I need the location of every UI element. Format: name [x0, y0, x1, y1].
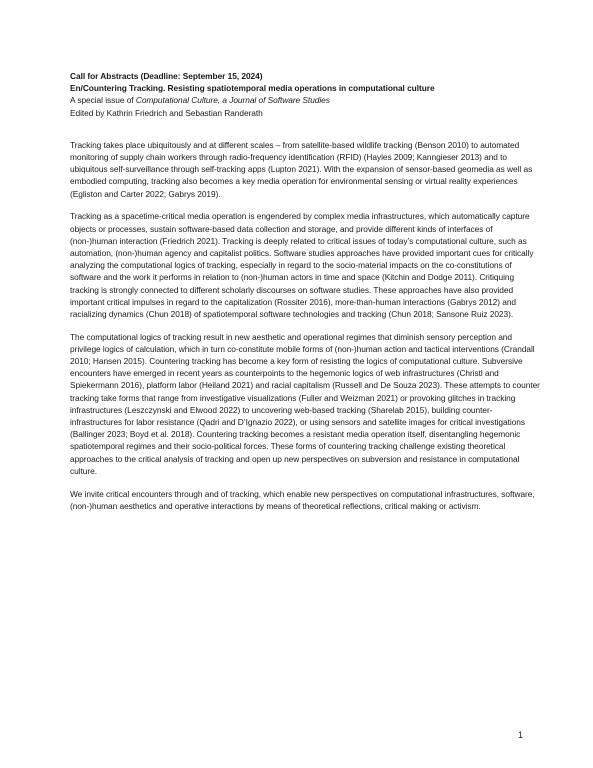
issue-title: En/Countering Tracking. Resisting spatiotemporal media operations in computational culture: [70, 83, 435, 94]
call-deadline-heading: Call for Abstracts (Deadline: September 15, 2024): [70, 71, 263, 81]
special-issue-prefix: A special issue of: [70, 95, 136, 106]
paragraph-1: Tracking takes place ubiquitously and at different scales – from satellite-based wildlife tracking (Benson 2010) to automated monitoring of supply chain workers through radio-frequency identification (RFID) (Hayles 2009; Kanngieser 2013) and to ubiquitous self-surveillance through self-tracking apps (Lupton 2021). With the expansion of sensor-based geomedia as well as embodied computing, tracking also becomes a key media operation for environmental sensing or virtual reality experiences (Egliston and Carter 2022; Gabrys 2019).: [70, 139, 533, 199]
page-number: 1: [518, 730, 524, 740]
editors-line: Edited by Kathrin Friedrich and Sebastian Randerath: [70, 107, 263, 118]
paragraph-4: We invite critical encounters through and of tracking, which enable new perspectives on computational infrastructures, software, (non-)human aesthetics and operative interactions by means of theoretical reflections, critical making or activism.: [70, 488, 535, 511]
paragraph-3: The computational logics of tracking result in new aesthetic and operational regimes that diminish sensory perception and privilege logics of calculation, which in turn co-constitute mobile forms of (non-)human action and tactical interventions (Crandall 2010; Hansen 2015). Countering tracking has become a key form of resisting the logics of computational culture. Subversive encounters have emerged in recent years as counterpoints to the hegemonic logics of web infrastructures (Christl and Spiekermann 2016), platform labor (Heiland 2021) and racial capitalism (Russell and De Souza 2023). These attempts to counter tracking take forms that range from investigative visualizations (Fuller and Weizman 2021) or provoking glitches in tracking infrastructures (Leszczynski and Elwood 2022) to uncovering web-based tracking (Sharelab 2015), building counter-infrastructures for labor resistance (Qadri and D’Ignazio 2022), or using sensors and satellite images for critical investigations (Ballinger 2023; Boyd et al. 2018). Countering tracking becomes a resistant media operation itself, disentangling hegemonic spatiotemporal regimes and their socio-political forces. These forms of countering tracking challenge existing theoretical approaches to the critical analysis of tracking and open up new perspectives on subversion and resistance in computational culture.: [70, 331, 540, 476]
paragraph-2: Tracking as a spacetime-critical media operation is engendered by complex media infrastructures, which automatically capture objects or processes, sustain software-based data collection and storage, and provide different kinds of interfaces of (non-)human interaction (Friedrich 2021). Tracking is deeply related to critical issues of today’s computational culture, such as automation, (non-)human agency and capitalist politics. Software studies approaches have provided important cues for critically analyzing the computational logics of tracking, especially in regard to the socio-material impacts on the co-constitutions of software and the work it performs in relation to (non-)human actors in time and space (Kitchin and Dodge 2011). Critiquing tracking is strongly connected to different scholarly discourses on software studies. These approaches have also provided important critical impulses in regard to the capitalization (Rossiter 2016), more-than-human interactions (Gabrys 2012) and racializing dynamics (Chun 2018) of spatiotemporal software technologies and tracking (Chun 2018; Sansone Ruiz 2023).: [70, 211, 534, 319]
journal-name: Computational Culture, a Journal of Software Studies: [135, 95, 330, 106]
document-body: [70, 70, 540, 512]
special-issue-line: [70, 94, 540, 106]
